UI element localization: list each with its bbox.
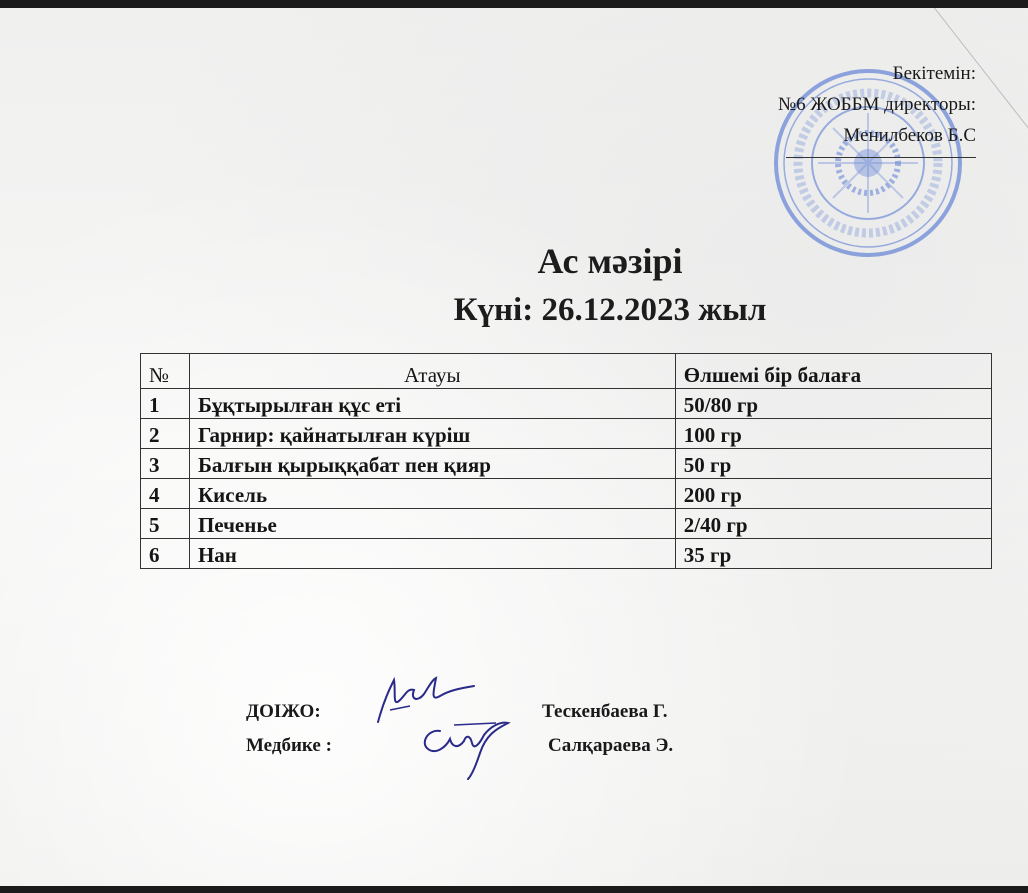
row-measure: 50 гр xyxy=(675,449,991,479)
signature-person: Тескенбаева Г. xyxy=(542,701,668,722)
row-number: 6 xyxy=(141,539,190,569)
row-number: 3 xyxy=(141,449,190,479)
row-name: Нан xyxy=(189,539,675,569)
row-measure: 200 гр xyxy=(675,479,991,509)
table-header-row xyxy=(141,354,992,389)
approval-heading: Бекітемін: xyxy=(892,63,976,84)
row-name: Печенье xyxy=(189,509,675,539)
header-name: Атауы xyxy=(189,354,675,389)
row-name: Кисель xyxy=(189,479,675,509)
table-row xyxy=(141,509,992,539)
approval-director-name: Менилбеков Б.С xyxy=(843,125,976,146)
table-row xyxy=(141,389,992,419)
signature-row xyxy=(246,701,766,735)
row-name: Балғын қырыққабат пен қияр xyxy=(189,449,675,479)
menu-table xyxy=(140,353,992,569)
row-number: 1 xyxy=(141,389,190,419)
signature-row xyxy=(246,735,766,769)
table-row xyxy=(141,419,992,449)
table-row xyxy=(141,479,992,509)
approval-block xyxy=(778,58,976,158)
signature-role: ДОІЖО: xyxy=(246,701,321,722)
row-number: 2 xyxy=(141,419,190,449)
row-name: Гарнир: қайнатылған күріш xyxy=(189,419,675,449)
header-measure: Өлшемі бір балаға xyxy=(675,354,991,389)
header-number: № xyxy=(141,354,190,389)
row-number: 5 xyxy=(141,509,190,539)
document-page xyxy=(0,8,1028,886)
table-row xyxy=(141,449,992,479)
row-measure: 35 гр xyxy=(675,539,991,569)
row-name: Бұқтырылған құс еті xyxy=(189,389,675,419)
signature-role: Медбике : xyxy=(246,735,332,756)
row-measure: 2/40 гр xyxy=(675,509,991,539)
approval-director-title: №6 ЖОББМ директоры: xyxy=(778,94,976,115)
row-measure: 100 гр xyxy=(675,419,991,449)
signature-block xyxy=(246,701,766,769)
page-title: Ас мәзірі xyxy=(537,241,683,281)
menu-date: Күні: 26.12.2023 жыл xyxy=(453,292,767,328)
signature-person: Салқараева Э. xyxy=(548,735,674,756)
approval-signature-line xyxy=(786,157,976,158)
row-number: 4 xyxy=(141,479,190,509)
table-row xyxy=(141,539,992,569)
row-measure: 50/80 гр xyxy=(675,389,991,419)
